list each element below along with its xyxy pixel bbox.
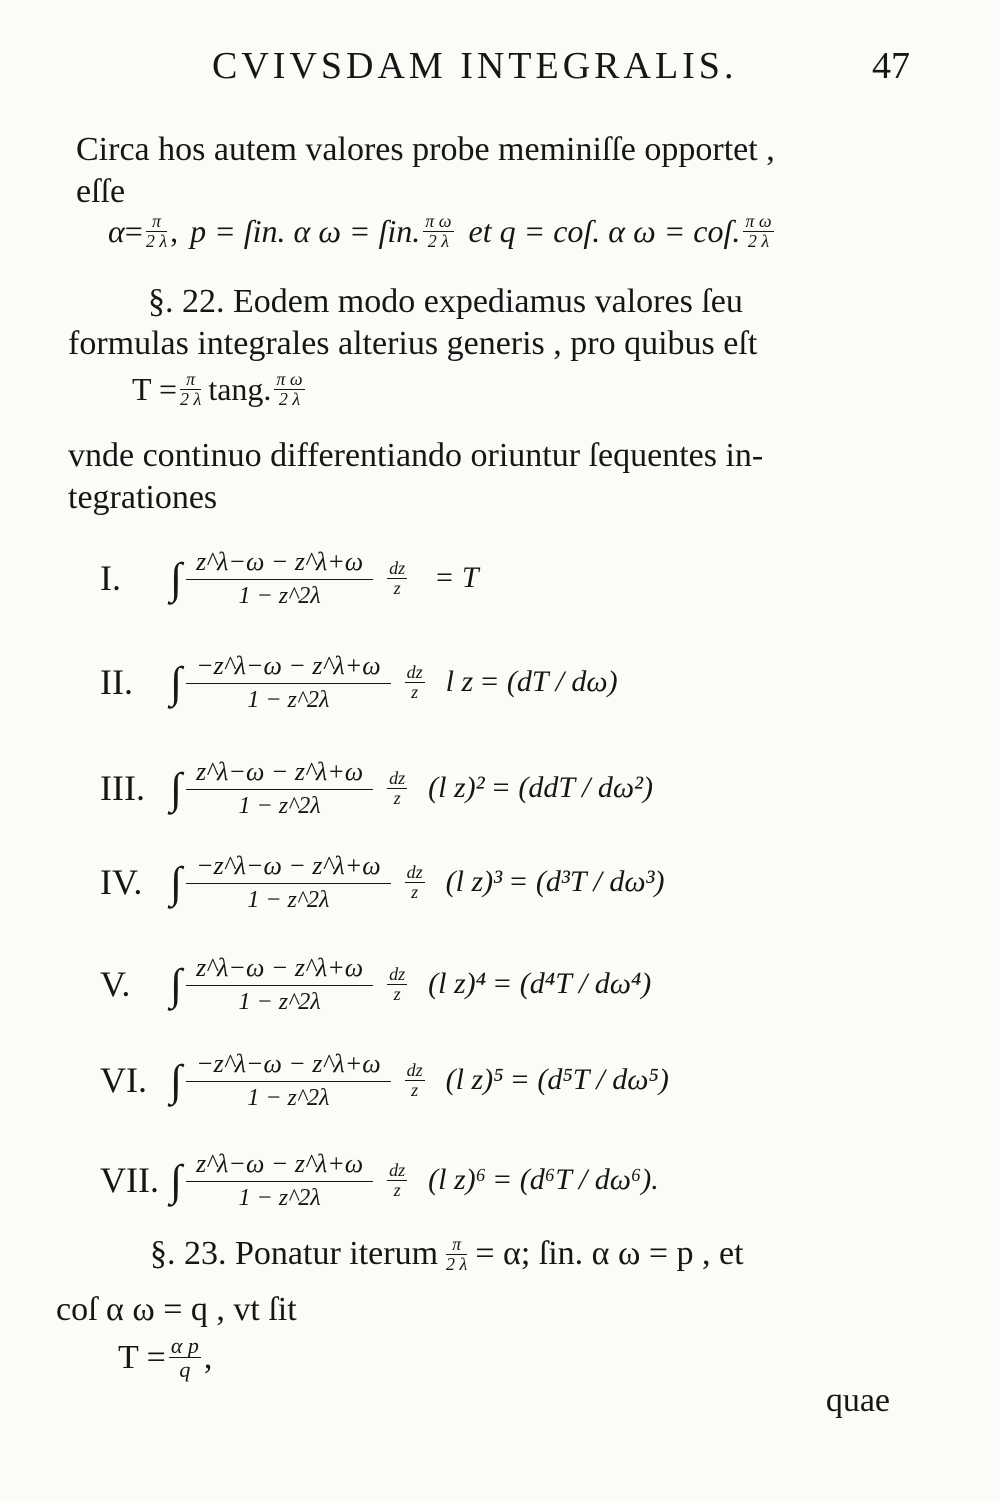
catchword: quae	[825, 1382, 890, 1419]
pi-omega-frac	[423, 212, 453, 251]
log-factor: (l z)⁵	[445, 1063, 504, 1096]
frac-den: z	[411, 1079, 419, 1100]
integral-sign: ∫	[170, 763, 183, 813]
frac-den: z	[393, 577, 401, 598]
pi-omega-frac	[274, 370, 304, 409]
integrand-fraction	[186, 755, 373, 822]
integrand-numerator: z^λ−ω − z^λ+ω	[186, 1147, 373, 1182]
p-definition: p = ſin. α ω = ſin.	[190, 212, 421, 249]
equation-label: II.	[100, 662, 133, 702]
pi-over-2lambda-frac	[146, 212, 167, 251]
integral-sign: ∫	[170, 657, 183, 707]
result: = (d⁴T / dω⁴)	[492, 967, 652, 1000]
log-factor: (l z)³	[445, 865, 503, 898]
equation-row	[100, 1140, 659, 1220]
equation-rhs	[428, 967, 651, 1001]
integrand-denominator: 1 − z^2λ	[247, 686, 330, 713]
tang-text: tang.	[208, 370, 272, 407]
equation-rhs	[446, 1063, 669, 1097]
pi-over-2lambda-frac	[180, 370, 201, 409]
sec22-line3: vnde continuo differentiando oriuntur ſequentes in-	[68, 437, 764, 474]
sec22-line2: formulas integrales alterius generis , pro quibus eſt	[68, 325, 758, 362]
integrand-denominator: 1 − z^2λ	[247, 1084, 330, 1111]
result: = (dT / dω)	[479, 665, 618, 698]
dz-over-z-frac	[387, 559, 407, 598]
log-factor: l z	[445, 665, 474, 698]
frac-den: z	[393, 787, 401, 808]
result: = T	[434, 561, 479, 594]
integrand-numerator: z^λ−ω − z^λ+ω	[186, 545, 373, 580]
integrand-denominator: 1 − z^2λ	[238, 582, 321, 609]
frac-num: dz	[389, 557, 406, 578]
sec22-line1: §. 22. Eodem modo expediamus valores ſeu	[148, 283, 743, 320]
equation-rhs	[428, 771, 653, 805]
T-lhs: T =	[118, 1338, 166, 1376]
frac-num: dz	[389, 963, 406, 984]
dz-over-z-frac	[387, 1161, 407, 1200]
T-definition	[132, 370, 308, 409]
para1-line2: eſſe	[76, 173, 126, 210]
integral-sign: ∫	[170, 1055, 183, 1105]
frac-den: 2 λ	[747, 230, 770, 251]
integrand-denominator: 1 − z^2λ	[238, 988, 321, 1015]
pi-over-2lambda-frac	[446, 1235, 467, 1274]
equation-row	[100, 1040, 669, 1120]
comma: ,	[203, 1338, 213, 1376]
frac-num: π ω	[276, 369, 303, 389]
page-number: 47	[872, 45, 910, 87]
integrand-denominator: 1 − z^2λ	[238, 792, 321, 819]
integrand-fraction	[186, 545, 373, 612]
equals-sign: =	[124, 212, 143, 249]
frac-den: 2 λ	[145, 230, 168, 251]
equation-row	[100, 642, 618, 722]
sec22-line4: tegrationes	[68, 479, 218, 516]
integral-sign: ∫	[170, 1155, 183, 1205]
equation-label: VII.	[100, 1160, 159, 1200]
dz-over-z-frac	[387, 769, 407, 808]
frac-den: 2 λ	[180, 388, 202, 409]
equation-row	[100, 748, 653, 828]
frac-num: dz	[406, 861, 423, 882]
integrand-fraction	[186, 649, 391, 716]
integrand-numerator: −z^λ−ω − z^λ+ω	[186, 1047, 391, 1082]
frac-num: π	[446, 1235, 467, 1255]
dz-over-z-frac	[387, 965, 407, 1004]
equation-row	[100, 842, 665, 922]
sec23-text-a: §. 23. Ponatur iterum	[150, 1235, 439, 1272]
definitions-line	[108, 212, 777, 251]
equation-label: V.	[100, 964, 131, 1004]
equation-label: I.	[100, 558, 121, 598]
log-factor: (l z)⁶	[428, 1163, 487, 1196]
frac-den: z	[411, 681, 419, 702]
dz-over-z-frac	[405, 663, 425, 702]
comma: ,	[170, 212, 179, 249]
result: = (d⁵T / dω⁵)	[509, 1063, 669, 1096]
equation-row	[100, 944, 651, 1024]
integrand-denominator: 1 − z^2λ	[247, 886, 330, 913]
integrand-numerator: −z^λ−ω − z^λ+ω	[186, 649, 391, 684]
integrand-fraction	[186, 1147, 373, 1214]
frac-den: z	[411, 881, 419, 902]
T-alpha-p-over-q	[118, 1334, 212, 1381]
integral-sign: ∫	[170, 553, 183, 603]
sec23-line1	[150, 1232, 744, 1276]
equation-label: VI.	[100, 1060, 147, 1100]
log-factor: (l z)⁴	[428, 967, 487, 1000]
result: = (d³T / dω³)	[508, 865, 665, 898]
frac-num: dz	[406, 661, 423, 682]
frac-num: dz	[389, 1159, 406, 1180]
result: = (ddT / dω²)	[490, 771, 653, 804]
integrand-numerator: −z^λ−ω − z^λ+ω	[186, 849, 391, 884]
equation-rhs	[428, 1163, 659, 1197]
frac-num: π	[146, 212, 167, 232]
frac-num: π	[180, 370, 201, 390]
frac-num: dz	[389, 767, 406, 788]
frac-num: π ω	[745, 211, 772, 231]
q-definition: et q = coſ. α ω = coſ.	[468, 212, 741, 249]
equation-rhs	[446, 665, 618, 699]
result: = (d⁶T / dω⁶).	[492, 1163, 659, 1196]
equation-rhs	[428, 561, 478, 595]
sec23-line2: coſ α ω = q , vt ſit	[56, 1291, 297, 1328]
dz-over-z-frac	[405, 1061, 425, 1100]
integral-sign: ∫	[170, 959, 183, 1009]
T-lhs: T =	[132, 370, 178, 407]
frac-den: 2 λ	[446, 1253, 468, 1274]
sec23-text-b: = α; ſin. α ω = p , et	[475, 1235, 744, 1272]
frac-num: dz	[406, 1059, 423, 1080]
frac-num: π ω	[425, 211, 452, 231]
frac-den: z	[393, 1179, 401, 1200]
equation-rhs	[446, 865, 665, 899]
integrand-numerator: z^λ−ω − z^λ+ω	[186, 755, 373, 790]
integrand-numerator: z^λ−ω − z^λ+ω	[186, 951, 373, 986]
equation-row	[100, 538, 479, 618]
dz-over-z-frac	[405, 863, 425, 902]
integral-sign: ∫	[170, 857, 183, 907]
frac-den: 2 λ	[278, 388, 301, 409]
frac-den: 2 λ	[427, 230, 450, 251]
integrand-fraction	[186, 1047, 391, 1114]
alpha-symbol: α	[108, 212, 125, 249]
integrand-denominator: 1 − z^2λ	[238, 1184, 321, 1211]
equation-label: IV.	[100, 862, 143, 902]
equation-label: III.	[100, 768, 145, 808]
frac-num: α p	[170, 1333, 199, 1358]
frac-den: z	[393, 983, 401, 1004]
para1-line1: Circa hos autem valores probe meminiſſe opportet ,	[76, 131, 775, 168]
integrand-fraction	[186, 849, 391, 916]
integrand-fraction	[186, 951, 373, 1018]
frac-den: q	[179, 1357, 191, 1383]
log-factor: (l z)²	[428, 771, 485, 804]
running-title: CVIVSDAM INTEGRALIS.	[212, 45, 738, 87]
alpha-p-over-q-frac	[169, 1334, 201, 1381]
pi-omega-frac-2	[743, 212, 773, 251]
